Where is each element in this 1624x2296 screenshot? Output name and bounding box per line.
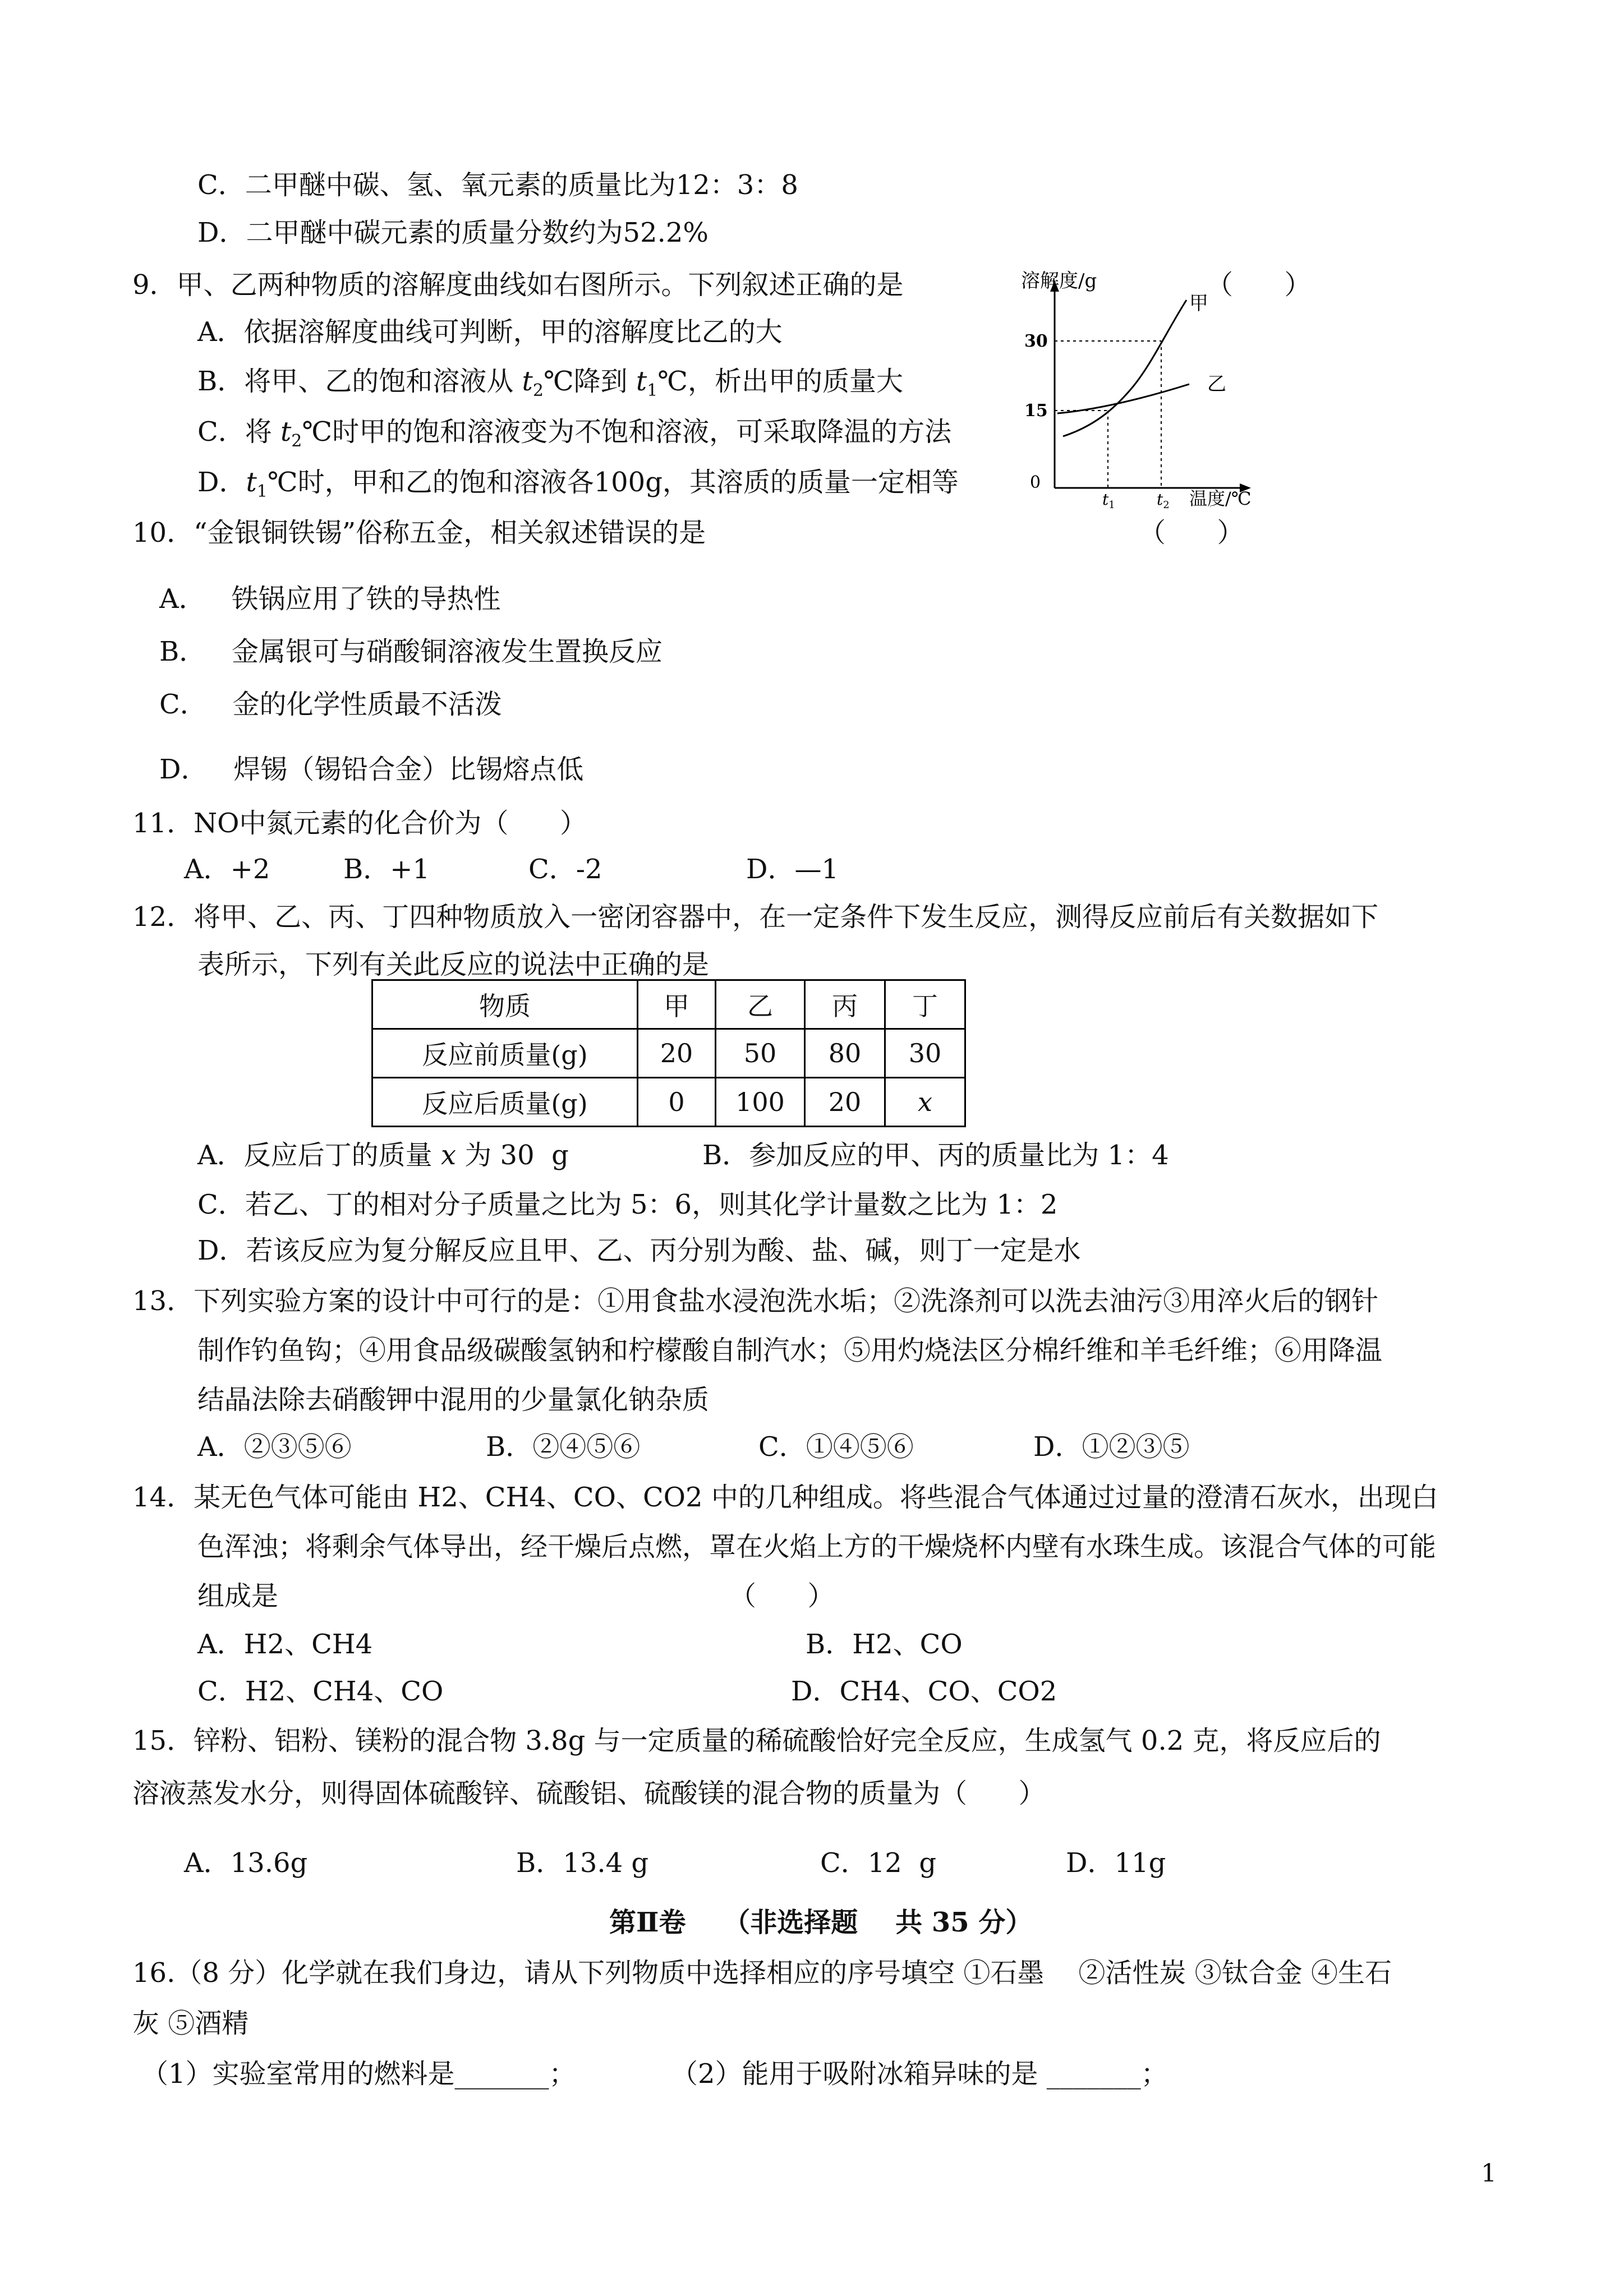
table-cell: x [885,1078,965,1127]
y-axis-label: 溶解度/g [1021,270,1097,292]
table-cell: 80 [805,1029,885,1078]
q12-option-b: B．参加反应的甲、丙的质量比为 1：4 [702,1140,1169,1171]
q9-answer-blank: （ ） [1206,269,1312,301]
q12-option-a: A．反应后丁的质量 x 为 30 g [197,1140,569,1171]
table-row [372,1078,965,1127]
q13-option-d: D．①②③⑤ [1033,1431,1190,1463]
q10-answer-blank: （ ） [1139,517,1244,548]
q15-line2: 溶液蒸发水分，则得固体硫酸锌、硫酸铝、硫酸镁的混合物的质量为（ ） [132,1778,1046,1809]
page-number: 1 [1481,2159,1497,2188]
q16-sub2: （2）能用于吸附冰箱异味的是 _______； [671,2058,1168,2090]
q15-line1: 15．锌粉、铝粉、镁粉的混合物 3.8g 与一定质量的稀硫酸恰好完全反应，生成氢气 0.2 克，将反应后的 [132,1725,1381,1756]
q15-option-c: C．12 g [820,1847,937,1879]
q10-stem: 10．“金银铜铁锡”俗称五金，相关叙述错误的是 [132,517,706,548]
q11-option-b: B．+1 [343,854,430,885]
q14-option-a: A．H2、CH4 [197,1629,373,1660]
q13-line3: 结晶法除去硝酸钾中混用的少量氯化钠杂质 [197,1384,710,1416]
table-cell: 30 [885,1029,965,1078]
q14-line2: 色浑浊；将剩余气体导出，经干燥后点燃，罩在火焰上方的干燥烧杯内壁有水珠生成。该混合气体的可能 [197,1531,1437,1562]
q13-option-c: C．①④⑤⑥ [758,1431,914,1463]
solubility-graph [1010,258,1279,516]
q14-option-b: B．H2、CO [806,1629,963,1660]
q8-option-d: D．二甲醚中碳元素的质量分数约为52.2% [197,217,709,248]
header-cell: 甲 [638,980,716,1029]
q14-answer-blank: （ ） [729,1580,835,1612]
t2-label: $t_2$ [1157,490,1170,511]
q10-option-b: B． 金属银可与硝酸铜溶液发生置换反应 [159,636,663,667]
x-axis-label: 温度/℃ [1189,488,1252,509]
table-cell: 0 [638,1078,716,1127]
q13-option-a: A．②③⑤⑥ [197,1431,352,1463]
y-tick-30: 30 [1024,331,1048,351]
q16-sub1: （1）实验室常用的燃料是_______； [141,2058,576,2090]
q12-data-table [371,979,966,1127]
table-cell: 100 [716,1078,805,1127]
q9-option-d: D．$t_1℃$时，甲和乙的饱和溶液各100g，其溶质的质量一定相等 [197,467,959,501]
q12-option-d: D．若该反应为复分解反应且甲、乙、丙分别为酸、盐、碱，则丁一定是水 [197,1235,1081,1266]
q10-option-d: D． 焊锡（锡铅合金）比锡熔点低 [159,754,584,785]
q16-line1: 16.（8 分）化学就在我们身边，请从下列物质中选择相应的序号填空 ①石墨 ②活性炭 ③钛合金 ④生石 [132,1957,1392,1989]
header-cell: 乙 [716,980,805,1029]
q15-option-d: D．11g [1066,1847,1166,1879]
q11-stem: 11．NO中氮元素的化合价为（ ） [132,808,587,839]
q11-option-c: C．-2 [528,854,602,885]
q10-option-a: A． 铁锅应用了铁的导热性 [159,583,501,615]
q9-option-b: B．将甲、乙的饱和溶液从 $t_2℃$降到 $t_1℃$，析出甲的质量大 [197,366,903,400]
table-cell: 20 [805,1078,885,1127]
header-cell: 丁 [885,980,965,1029]
y-tick-15: 15 [1024,401,1048,421]
origin-label: 0 [1030,473,1041,492]
q15-option-a: A．13.6g [184,1847,308,1879]
q13-line2: 制作钓鱼钩；④用食品级碳酸氢钠和柠檬酸自制汽水；⑤用灼烧法区分棉纤维和羊毛纤维；⑥用降温 [197,1335,1383,1366]
curve-jia [1063,300,1186,436]
label-yi: 乙 [1207,373,1226,395]
q12-stem-line1: 12．将甲、乙、丙、丁四种物质放入一密闭容器中，在一定条件下发生反应，测得反应前后有关数据如下 [132,901,1379,933]
table-cell: 反应后质量(g) [372,1078,638,1127]
q9-stem: 9．甲、乙两种物质的溶解度曲线如右图所示。下列叙述正确的是 [132,269,904,301]
table-row [372,1029,965,1078]
t1-label: $t_1$ [1102,490,1115,511]
q14-line1: 14．某无色气体可能由 H2、CH4、CO、CO2 中的几种组成。将些混合气体通过过量的澄清石灰水，出现白 [132,1482,1438,1513]
q16-line2: 灰 ⑤酒精 [132,2008,249,2039]
q14-line3: 组成是 [197,1580,279,1612]
table-cell: 反应前质量(g) [372,1029,638,1078]
section-heading: 第Ⅱ卷 （非选择题 共 35 分） [609,1907,1033,1938]
q13-option-b: B．②④⑤⑥ [486,1431,641,1463]
q8-option-c: C．二甲醚中碳、氢、氧元素的质量比为12：3：8 [197,169,798,201]
q12-stem-line2: 表所示，下列有关此反应的说法中正确的是 [197,949,710,980]
q14-option-c: C．H2、CH4、CO [197,1676,444,1707]
table-cell: 20 [638,1029,716,1078]
label-jia: 甲 [1189,292,1208,315]
table-header-row [372,980,965,1029]
q14-option-d: D．CH4、CO、CO2 [791,1676,1057,1707]
q13-line1: 13．下列实验方案的设计中可行的是：①用食盐水浸泡洗水垢；②洗涤剂可以洗去油污③用淬火后的钢针 [132,1285,1379,1317]
q10-option-c: C． 金的化学性质最不活泼 [159,689,502,720]
q9-option-c: C．将 $t_2℃$时甲的饱和溶液变为不饱和溶液，可采取降温的方法 [197,416,952,451]
header-cell: 丙 [805,980,885,1029]
q11-option-d: D．—1 [746,854,839,885]
q15-option-b: B．13.4 g [516,1847,649,1879]
header-cell: 物质 [372,980,638,1029]
q12-option-c: C．若乙、丁的相对分子质量之比为 5：6，则其化学计量数之比为 1：2 [197,1189,1058,1220]
q9-option-a: A．依据溶解度曲线可判断，甲的溶解度比乙的大 [197,316,783,348]
table-cell: 50 [716,1029,805,1078]
q11-option-a: A．+2 [184,854,270,885]
